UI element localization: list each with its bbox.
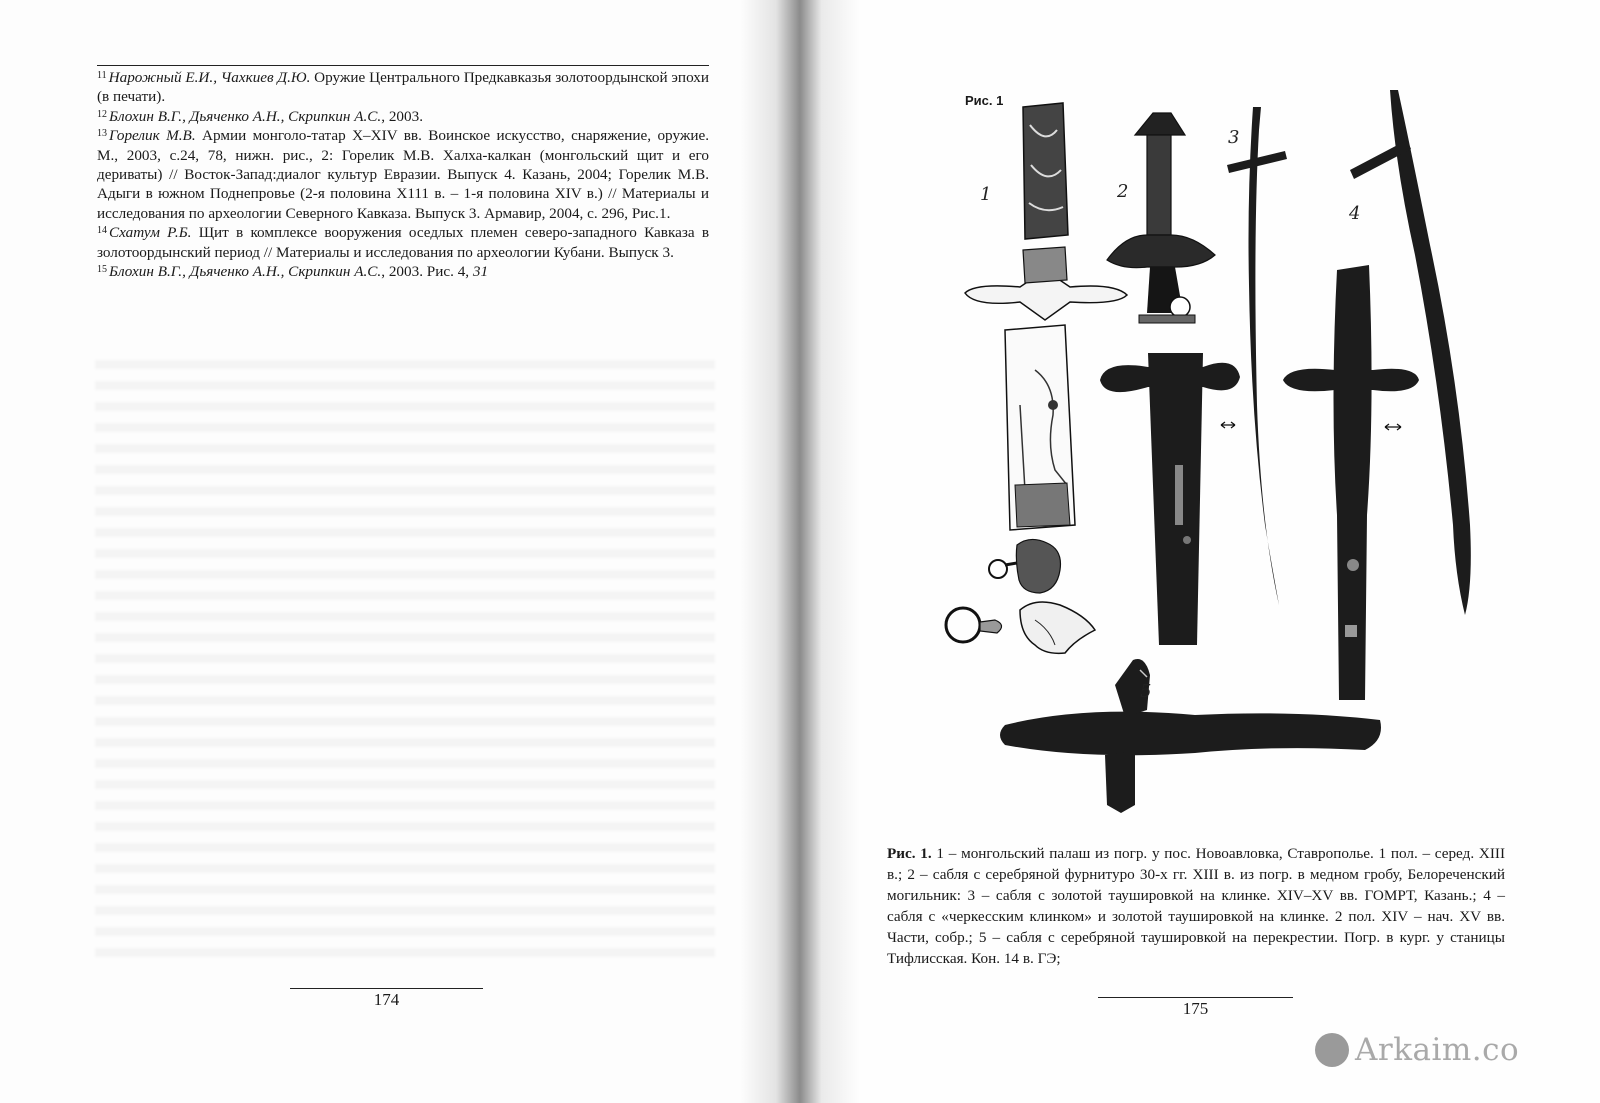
footnote-13: $^{13}$ Горелик М.В. Армии монголо-татар X–XIV вв. Воинское искусство, снаряжение, оружие. М., 2003, с.24, 78, нижн. рис., 2: Горелик М.В. Халха-калкан (монгольский щит и его дериваты) // Восток-Запад:диалог культур Евразии. Выпуск 4. Казань, 2004; Горелик М.В. Адыги в южном Поднепровье (2-я половина Х111 в. – 1-я половина XIV в.) // Материалы и исследования по археологии Северного Кавказа. Выпуск 3. Армавир, 2004, с. 296, Рис.1.: [97, 127, 709, 222]
page-number-left: 174: [373, 990, 400, 1009]
figure-number-1: 1: [980, 184, 992, 205]
artifact-4-circassian-sabre: [1283, 90, 1471, 700]
footnotes-block: [97, 68, 709, 281]
footnote-12: $^{12}$ Блохин В.Г., Дьяченко А.Н., Скрипкин А.С., 2003.: [97, 107, 423, 125]
figure-sword-drawings: [935, 85, 1535, 825]
figure-number-3: 3: [1228, 127, 1240, 148]
artifact-3-curved-sabre: [1227, 107, 1287, 605]
artifact-5-crossguard: [1000, 659, 1381, 813]
folio-rule-left: [290, 988, 483, 989]
footnote-14: $^{14}$ Схатум Р.Б. Щит в комплексе вооружения оседлых племен северо-западного Кавказа в золотоордынский период // Материалы и исследования по археологии Кубани. Выпуск 3.: [97, 224, 709, 261]
figure-number-4: 4: [1349, 203, 1361, 224]
watermark-logo-icon: [1315, 1033, 1349, 1067]
footnote-11: $^{11}$ Нарожный Е.И., Чахкиев Д.Ю. Оружие Центрального Предкавказья золотоордынской эпохи (в печати).: [97, 69, 709, 106]
bleed-through-text: [95, 360, 715, 960]
watermark: Arkaim.co: [1315, 1030, 1519, 1070]
page-number-right: 175: [1182, 999, 1209, 1018]
footnote-separator-rule: [97, 65, 709, 66]
figure-caption: Рис. 1. 1 – монгольский палаш из погр. у пос. Новоавловка, Ставрополье. 1 пол. – серед. XIII в.; 2 – сабля с серебряной фурнитуро 30-х гг. XIII в. из погр. в медном гробу, Белореченский могильник: 3 – сабля с золотой таушировкой на клинке. XIV–XV вв. ГОМРТ, Казань.; 4 – сабля с «черкесским клинком» и золотой таушировкой на клинке. 2 пол. XIV – нач. XV вв. Части, собр.; 5 – сабля с серебряной таушировкой на перекрестии. Погр. в кург. у станицы Тифлисская. Кон. 14 в. ГЭ;: [887, 845, 1505, 967]
figure-number-5: 5: [1140, 681, 1152, 702]
footnote-15: $^{15}$ Блохин В.Г., Дьяченко А.Н., Скрипкин А.С., 2003. Рис. 4, 31: [97, 263, 489, 281]
book-gutter-shadow: [740, 0, 860, 1103]
figure-number-2: 2: [1117, 181, 1129, 202]
folio-rule-right: [1098, 997, 1293, 998]
figure-label: Рис. 1: [965, 93, 1004, 108]
artifact-1-broadsword: [946, 103, 1127, 653]
